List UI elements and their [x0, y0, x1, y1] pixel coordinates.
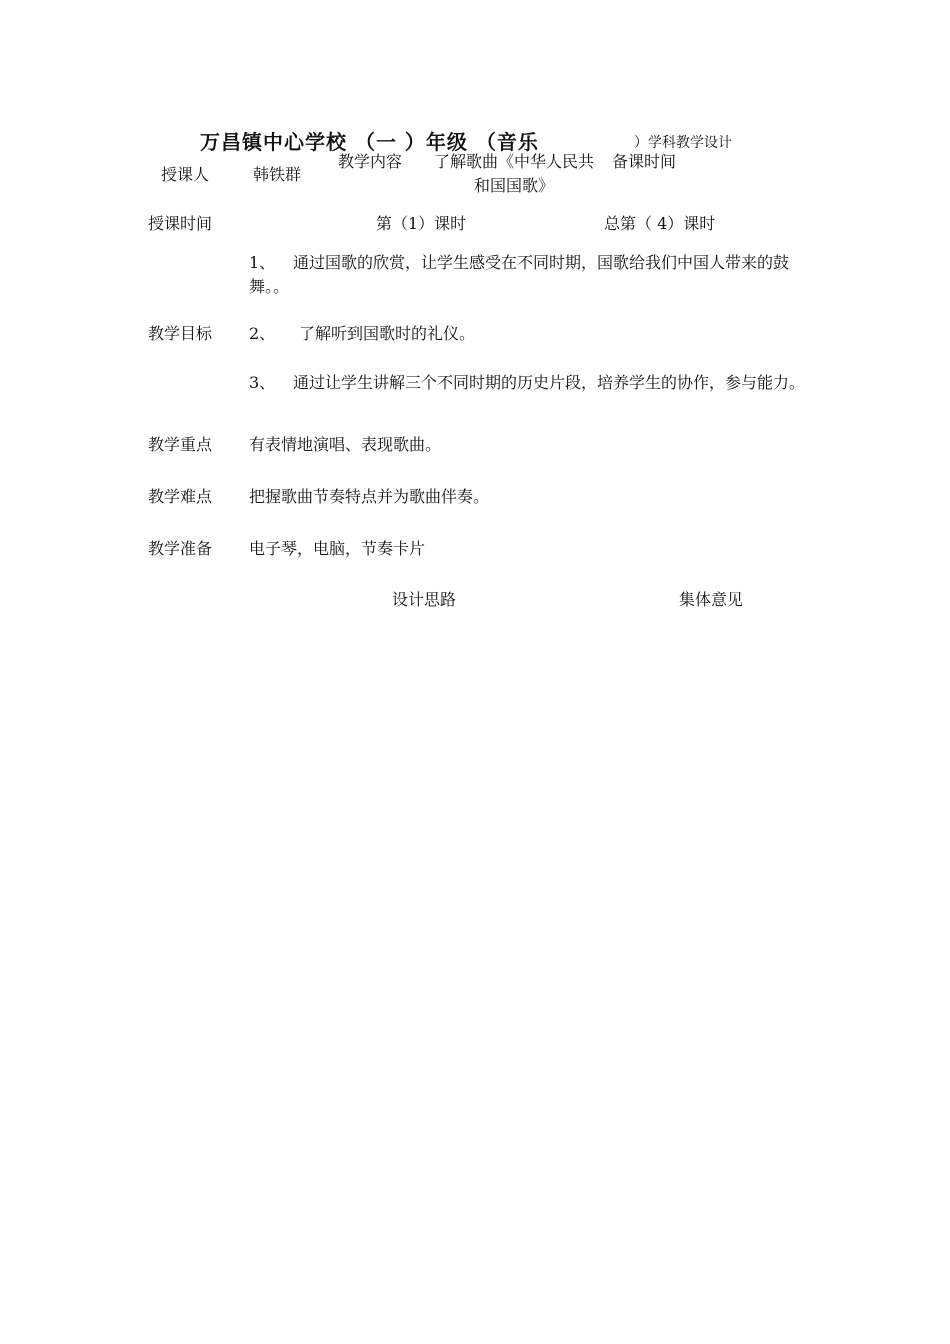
goals-label: 教学目标 [148, 324, 213, 343]
goal-item [249, 322, 809, 346]
difficulty-label: 教学难点 [148, 487, 213, 506]
key-point-value: 有表情地演唱、表现歌曲。 [249, 435, 442, 454]
goal-text: 通过国歌的欣赏，让学生感受在不同时期，国歌给我们中国人带来的鼓舞。。 [249, 253, 790, 296]
goal-number: 2、 [249, 324, 276, 343]
prep-time-label: 备课时间 [612, 152, 677, 171]
teacher-value: 韩铁群 [253, 165, 302, 184]
lesson-number: 第（1）课时 [376, 214, 467, 233]
preparation-label: 教学准备 [148, 539, 213, 558]
page-subtitle: ）学科教学设计 [634, 135, 732, 151]
goal-number: 1、 [249, 253, 276, 272]
goal-item [249, 251, 809, 299]
difficulty-value: 把握歌曲节奏特点并为歌曲伴奏。 [249, 487, 490, 506]
goal-text: 了解听到国歌时的礼仪。 [299, 324, 476, 343]
lesson-time-label: 授课时间 [148, 214, 213, 233]
group-opinion-header: 集体意见 [679, 590, 744, 609]
goal-number: 3、 [249, 373, 276, 392]
goal-text: 通过让学生讲解三个不同时期的历史片段，培养学生的协作，参与能力。 [293, 373, 806, 392]
content-label: 教学内容 [338, 152, 403, 171]
preparation-value: 电子琴，电脑，节奏卡片 [249, 539, 426, 558]
goal-item [249, 371, 809, 395]
content-value: 了解歌曲《中华人民共和国国歌》 [434, 152, 595, 195]
page-title: 万昌镇中心学校 （一 ）年级 （音乐 [200, 130, 539, 154]
teacher-label: 授课人 [161, 165, 210, 184]
design-idea-header: 设计思路 [392, 590, 457, 609]
key-point-label: 教学重点 [148, 435, 213, 454]
total-lesson-number: 总第（ 4）课时 [604, 214, 716, 233]
